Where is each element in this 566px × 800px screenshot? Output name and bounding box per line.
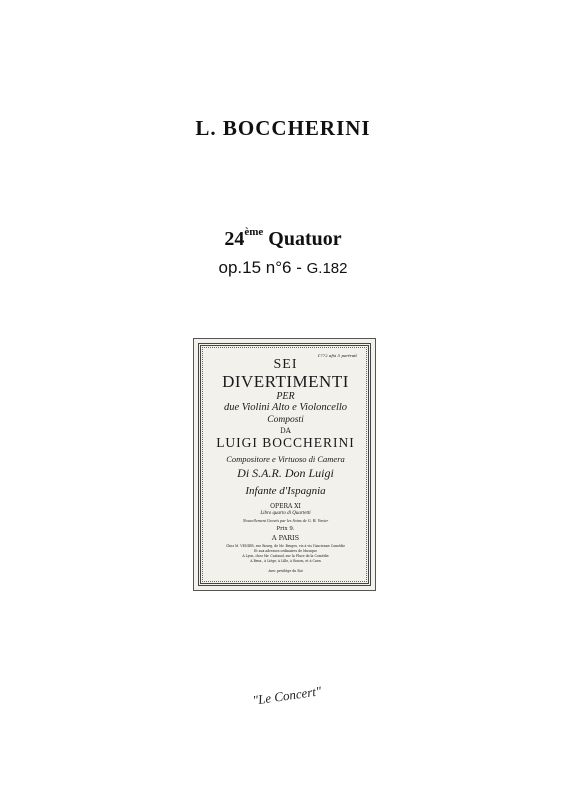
facsimile-line-per: PER — [276, 391, 295, 402]
facsimile-line-divertimenti: DIVERTIMENTI — [222, 372, 349, 391]
facsimile-address-3: A Lyon, chez Mr. Castaud, sur la Place de la Comédie — [242, 554, 329, 558]
opus-number: op.15 n°6 — [218, 258, 292, 277]
facsimile-address-1: Chez M. VENIER, rue Bourg, de Mr. Bruges, vis à vis l'Ancienne Comédie — [225, 544, 346, 548]
facsimile-line-sei: SEI — [273, 357, 298, 372]
facsimile-corner-note: 1772 afsi 5 portrait — [317, 353, 357, 358]
title-number: 24 — [224, 228, 245, 250]
work-title — [0, 228, 566, 251]
facsimile-line-instruments: due Violini Alto e Violoncello — [223, 402, 348, 413]
facsimile-line-engraved: Nouvellement Gravés par les Soins de G. B. Venier — [242, 518, 329, 523]
title-page-facsimile — [193, 338, 376, 591]
opus-line — [0, 258, 566, 278]
catalog-number: G.182 — [306, 260, 348, 277]
facsimile-line-composer: LUIGI BOCCHERINI — [216, 435, 355, 450]
facsimile-line-composti: Composti — [267, 415, 304, 425]
facsimile-address-2: Et aux adresses ordinaires de Musique — [254, 549, 317, 553]
facsimile-line-opera: OPERA XI — [270, 503, 301, 510]
title-word: Quatuor — [268, 228, 342, 250]
facsimile-line-libro: Libro quarto di Quartetti — [260, 511, 311, 516]
facsimile-line-position: Compositore e Virtuoso di Camera — [226, 454, 345, 464]
le-concert-signature: "Le Concert" — [251, 683, 323, 708]
facsimile-line-patron: Di S.A.R. Don Luigi — [237, 466, 334, 480]
facsimile-line-da: DA — [280, 427, 291, 435]
facsimile-address-5: Avec privilège du Roi — [268, 569, 303, 573]
facsimile-address-4: A Brux., à Liège, à Lille, à Rouen, et à Caen — [250, 559, 321, 563]
facsimile-line-paris: A PARIS — [271, 534, 300, 542]
composer-name: L. BOCCHERINI — [195, 116, 371, 140]
opus-separator: - — [296, 258, 302, 277]
title-suffix: ème — [244, 226, 264, 239]
facsimile-line-infante: Infante d'Ispagnia — [245, 485, 326, 497]
facsimile-line-price: Prix 9. — [276, 526, 295, 532]
